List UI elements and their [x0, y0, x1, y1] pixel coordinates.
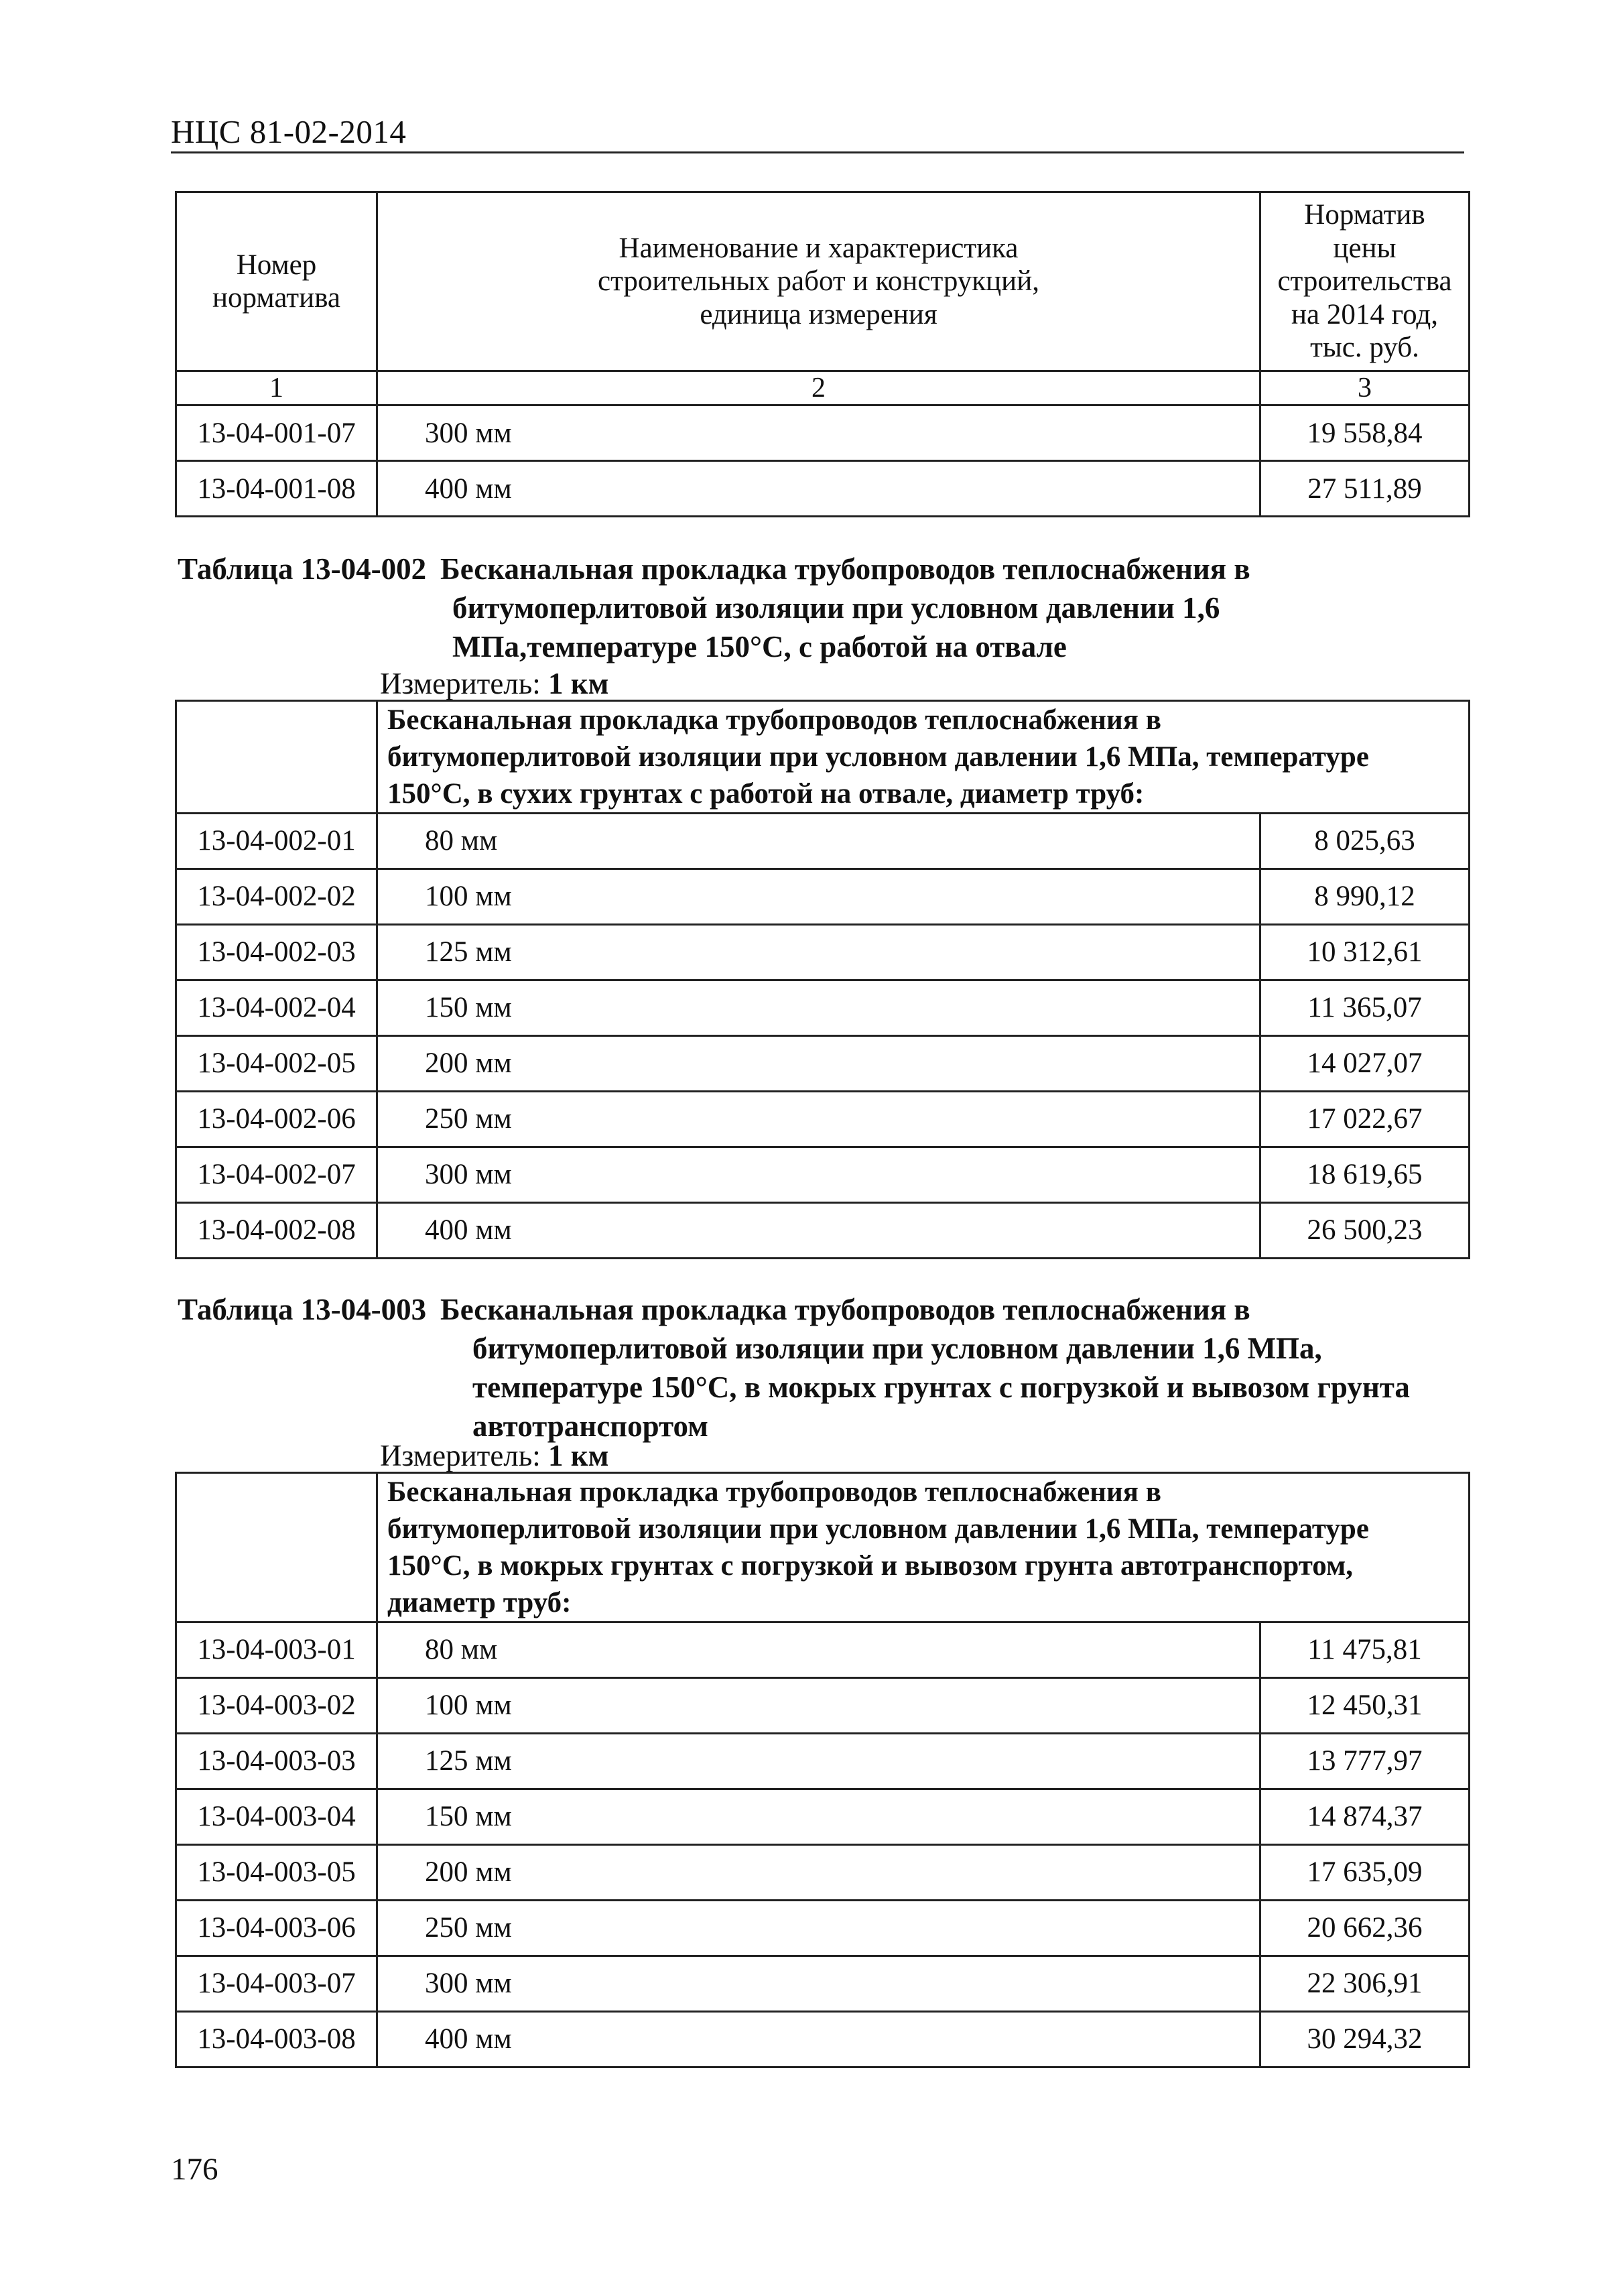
table-row — [176, 1901, 1470, 1956]
row-price: 27 511,89 — [1260, 461, 1470, 517]
group-line: Бесканальная прокладка трубопроводов теплоснабжения в — [387, 1476, 1161, 1508]
row-name: 80 мм — [377, 1622, 1260, 1678]
header-price-line: на 2014 год, — [1291, 298, 1439, 330]
table-row — [176, 1845, 1470, 1901]
group-description — [377, 701, 1470, 814]
measure-label: Измеритель: — [380, 1439, 541, 1472]
group-description — [377, 1473, 1470, 1622]
table-row — [176, 1622, 1470, 1678]
row-price: 30 294,32 — [1260, 2012, 1470, 2067]
header-code-cell — [176, 192, 377, 371]
table-row — [176, 1789, 1470, 1845]
row-code: 13-04-002-01 — [176, 814, 377, 869]
measure-003 — [380, 1438, 608, 1473]
row-name: 150 мм — [377, 1789, 1260, 1845]
row-price: 26 500,23 — [1260, 1203, 1470, 1259]
row-name: 200 мм — [377, 1845, 1260, 1901]
header-price-cell — [1260, 192, 1470, 371]
table-title-line: температуре 150°С, в мокрых грунтах с погрузкой и вывозом грунта — [472, 1370, 1410, 1405]
table-row — [176, 980, 1470, 1036]
column-index: 2 — [377, 371, 1260, 405]
table-title-line: битумоперлитовой изоляции при условном давлении 1,6 — [452, 591, 1220, 625]
table-row — [176, 1092, 1470, 1147]
table-title-line: Бесканальная прокладка трубопроводов теплоснабжения в — [440, 1293, 1250, 1326]
header-price-line: строительства — [1277, 265, 1452, 298]
row-price: 10 312,61 — [1260, 925, 1470, 980]
group-row — [176, 701, 1470, 814]
row-name: 80 мм — [377, 814, 1260, 869]
row-name: 200 мм — [377, 1036, 1260, 1092]
row-price: 11 365,07 — [1260, 980, 1470, 1036]
measure-label: Измеритель: — [380, 667, 541, 700]
row-price: 17 022,67 — [1260, 1092, 1470, 1147]
group-line: битумоперлитовой изоляции при условном давлении 1,6 МПа, температуре — [387, 741, 1369, 773]
group-row — [176, 1473, 1470, 1622]
row-code: 13-04-002-05 — [176, 1036, 377, 1092]
row-name: 100 мм — [377, 1678, 1260, 1734]
group-code-cell — [176, 1473, 377, 1622]
row-code: 13-04-001-07 — [176, 405, 377, 461]
table-row — [176, 1036, 1470, 1092]
row-price: 14 027,07 — [1260, 1036, 1470, 1092]
header-code-line: норматива — [212, 282, 340, 314]
row-code: 13-04-003-06 — [176, 1901, 377, 1956]
column-index: 1 — [176, 371, 377, 405]
row-price: 18 619,65 — [1260, 1147, 1470, 1203]
table-title-line: битумоперлитовой изоляции при условном давлении 1,6 МПа, — [472, 1332, 1322, 1366]
group-line: Бесканальная прокладка трубопроводов теплоснабжения в — [387, 704, 1161, 736]
group-line: битумоперлитовой изоляции при условном давлении 1,6 МПа, температуре — [387, 1513, 1369, 1545]
header-rule — [171, 151, 1464, 153]
header-price-line: тыс. руб. — [1310, 332, 1419, 364]
table-row — [176, 405, 1470, 461]
header-price-line: Норматив — [1304, 199, 1425, 231]
row-code: 13-04-002-03 — [176, 925, 377, 980]
row-price: 12 450,31 — [1260, 1678, 1470, 1734]
row-name: 300 мм — [377, 1956, 1260, 2012]
header-price-line: цены — [1333, 232, 1397, 264]
row-price: 19 558,84 — [1260, 405, 1470, 461]
table-row — [176, 1956, 1470, 2012]
row-name: 300 мм — [377, 405, 1260, 461]
column-index-row — [176, 371, 1470, 405]
group-code-cell — [176, 701, 377, 814]
row-code: 13-04-003-05 — [176, 1845, 377, 1901]
row-price: 17 635,09 — [1260, 1845, 1470, 1901]
row-price: 8 990,12 — [1260, 869, 1470, 925]
row-code: 13-04-002-02 — [176, 869, 377, 925]
measure-value: 1 км — [548, 1439, 609, 1472]
table-title-line: Бесканальная прокладка трубопроводов теплоснабжения в — [440, 552, 1250, 586]
table-row — [176, 2012, 1470, 2067]
row-price: 20 662,36 — [1260, 1901, 1470, 1956]
row-code: 13-04-002-06 — [176, 1092, 377, 1147]
table-row — [176, 461, 1470, 517]
row-price: 11 475,81 — [1260, 1622, 1470, 1678]
header-name-line: Наименование и характеристика — [619, 232, 1019, 264]
header-name-cell — [377, 192, 1260, 371]
header-name-line: строительных работ и конструкций, — [598, 265, 1039, 298]
row-price: 22 306,91 — [1260, 1956, 1470, 2012]
row-name: 300 мм — [377, 1147, 1260, 1203]
table-title-line: автотранспортом — [472, 1409, 708, 1444]
row-code: 13-04-001-08 — [176, 461, 377, 517]
pricing-table-001 — [175, 191, 1470, 517]
table-label: Таблица 13-04-003 — [178, 1293, 427, 1326]
row-price: 13 777,97 — [1260, 1734, 1470, 1789]
row-code: 13-04-002-08 — [176, 1203, 377, 1259]
group-line: диаметр труб: — [387, 1587, 572, 1619]
page-number: 176 — [171, 2152, 218, 2187]
table-row — [176, 1734, 1470, 1789]
row-code: 13-04-002-04 — [176, 980, 377, 1036]
row-code: 13-04-003-03 — [176, 1734, 377, 1789]
group-line: 150°С, в мокрых грунтах с погрузкой и вывозом грунта автотранспортом, — [387, 1550, 1354, 1582]
table-row — [176, 1678, 1470, 1734]
header-name-line: единица измерения — [700, 298, 937, 330]
row-code: 13-04-003-01 — [176, 1622, 377, 1678]
measure-002 — [380, 666, 608, 701]
row-code: 13-04-002-07 — [176, 1147, 377, 1203]
row-name: 150 мм — [377, 980, 1260, 1036]
table-header-row — [176, 192, 1470, 371]
table-row — [176, 1147, 1470, 1203]
measure-value: 1 км — [548, 667, 609, 700]
document-header: НЦС 81-02-2014 — [171, 113, 407, 150]
table-row — [176, 1203, 1470, 1259]
row-code: 13-04-003-02 — [176, 1678, 377, 1734]
table-row — [176, 925, 1470, 980]
row-name: 125 мм — [377, 925, 1260, 980]
pricing-table-003 — [175, 1472, 1470, 2068]
row-name: 400 мм — [377, 2012, 1260, 2067]
row-name: 250 мм — [377, 1092, 1260, 1147]
table-title-line: МПа,температуре 150°С, с работой на отвале — [452, 630, 1067, 664]
row-price: 14 874,37 — [1260, 1789, 1470, 1845]
row-name: 100 мм — [377, 869, 1260, 925]
group-line: 150°С, в сухих грунтах с работой на отвале, диаметр труб: — [387, 778, 1145, 810]
row-name: 250 мм — [377, 1901, 1260, 1956]
row-code: 13-04-003-07 — [176, 1956, 377, 2012]
row-name: 125 мм — [377, 1734, 1260, 1789]
table-row — [176, 814, 1470, 869]
row-name: 400 мм — [377, 461, 1260, 517]
row-name: 400 мм — [377, 1203, 1260, 1259]
table-row — [176, 869, 1470, 925]
pricing-table-002 — [175, 700, 1470, 1259]
row-code: 13-04-003-08 — [176, 2012, 377, 2067]
row-price: 8 025,63 — [1260, 814, 1470, 869]
header-code-line: Номер — [236, 249, 317, 281]
column-index: 3 — [1260, 371, 1470, 405]
table-label: Таблица 13-04-002 — [178, 552, 427, 586]
row-code: 13-04-003-04 — [176, 1789, 377, 1845]
